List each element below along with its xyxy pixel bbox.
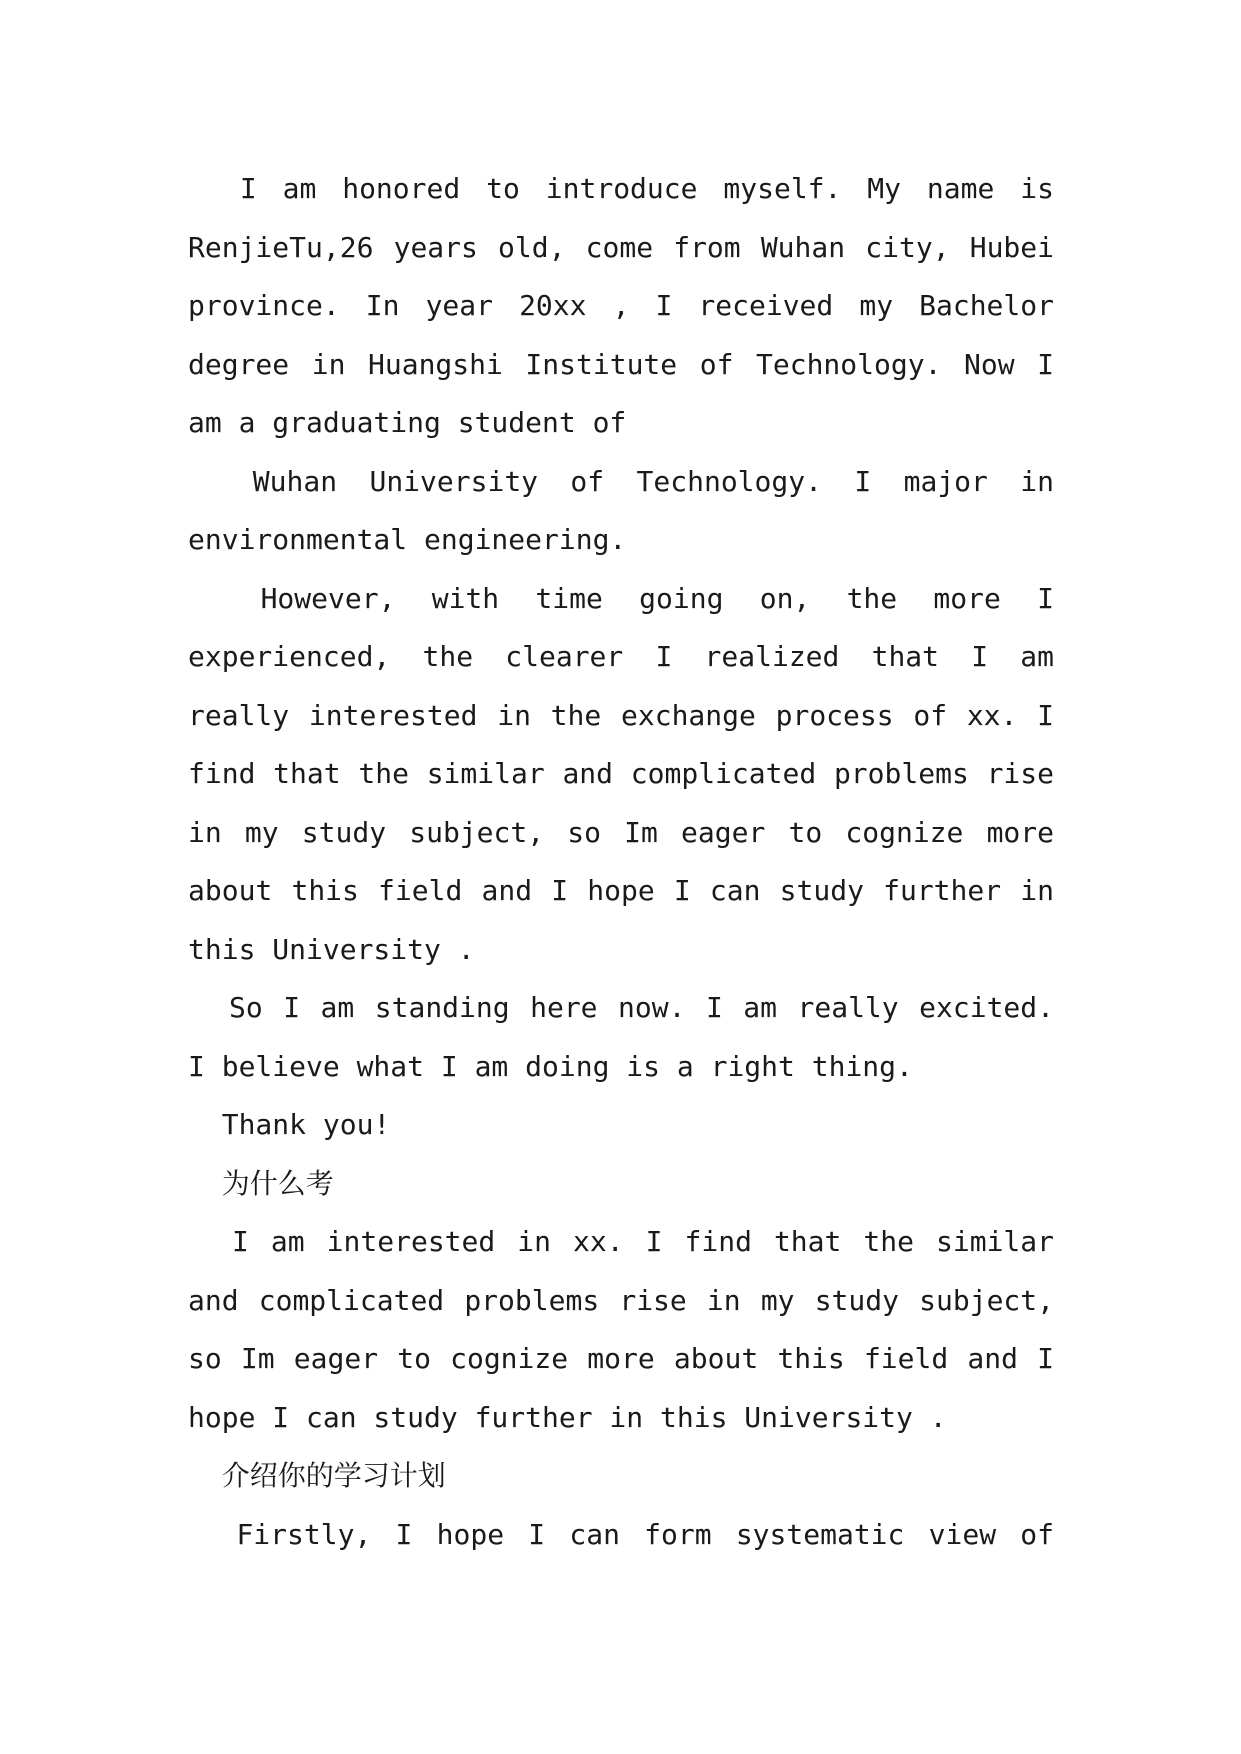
text-line: So I am standing here now. I am really excited. bbox=[188, 991, 1054, 1024]
text-line: hope I can study further in this University . bbox=[188, 1400, 947, 1434]
section-heading: 介绍你的学习计划 bbox=[188, 1459, 446, 1492]
text-line: Thank you! bbox=[188, 1108, 391, 1141]
document-body bbox=[188, 160, 1054, 1564]
text-line: province. In year 20xx , I received my Bachelor bbox=[188, 289, 1054, 322]
text-line: so Im eager to cognize more about this field and I bbox=[188, 1342, 1054, 1375]
text-line: However, with time going on, the more I bbox=[188, 581, 1054, 615]
text-line: Firstly, I hope I can form systematic view of bbox=[188, 1517, 1054, 1551]
text-line: and complicated problems rise in my study subject, bbox=[188, 1283, 1054, 1317]
text-line: am a graduating student of bbox=[188, 406, 627, 439]
text-line: degree in Huangshi Institute of Technology. Now I bbox=[188, 347, 1054, 381]
text-line: really interested in the exchange process of xx. I bbox=[188, 698, 1054, 732]
text-line: about this field and I hope I can study further in bbox=[188, 874, 1054, 907]
section-heading: 为什么考 bbox=[188, 1166, 334, 1200]
text-line: RenjieTu,26 years old, come from Wuhan city, Hubei bbox=[188, 230, 1054, 264]
text-line: I believe what I am doing is a right thing. bbox=[188, 1049, 913, 1083]
text-line: experienced, the clearer I realized that I am bbox=[188, 640, 1054, 673]
text-line: I am honored to introduce myself. My name is bbox=[188, 172, 1054, 205]
text-line: this University . bbox=[188, 932, 475, 966]
text-line: in my study subject, so Im eager to cognize more bbox=[188, 815, 1054, 849]
text-line: environmental engineering. bbox=[188, 523, 627, 556]
text-line: I am interested in xx. I find that the similar bbox=[188, 1225, 1054, 1258]
text-line: find that the similar and complicated problems rise bbox=[188, 757, 1054, 790]
text-line: Wuhan University of Technology. I major in bbox=[188, 464, 1054, 498]
